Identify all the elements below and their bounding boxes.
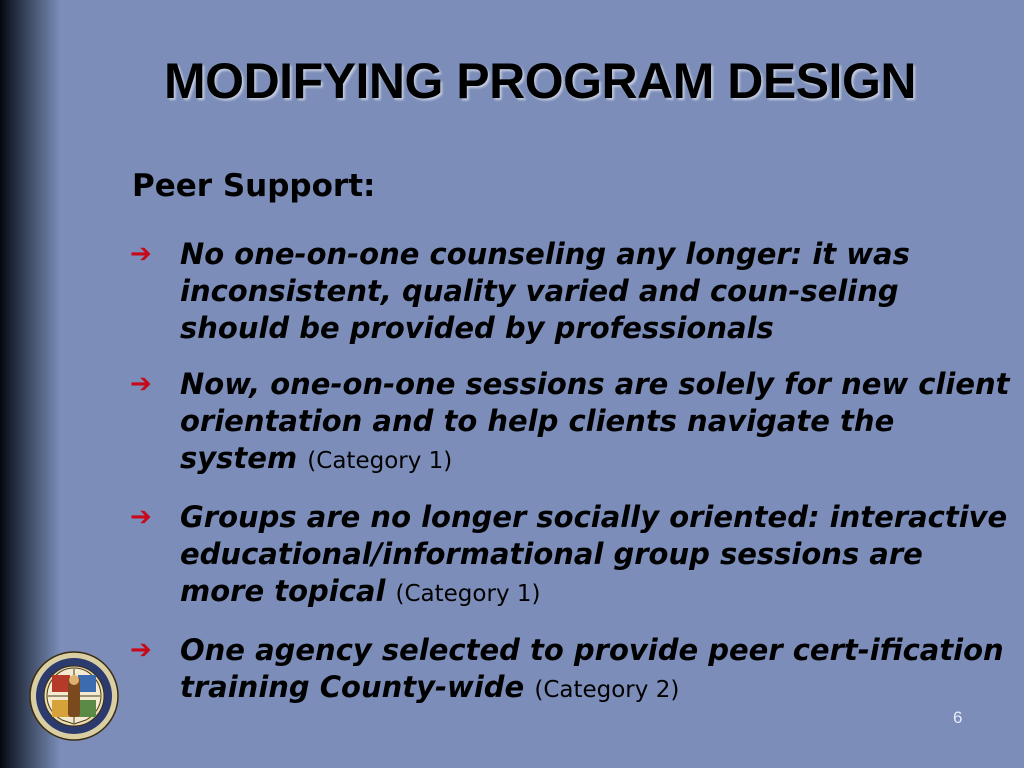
bullet-text-main: One agency selected to provide peer cert-ification training County-wide [180,633,1004,704]
bullet-text-main: No one-on-one counseling any longer: it was inconsistent, quality varied and coun-seling should be provided by professionals [180,237,910,345]
county-seal-icon [29,651,119,741]
bullet-text [180,499,1010,613]
bullet-item [130,366,1010,480]
bullet-text [180,632,1010,709]
bullet-category: (Category 2) [534,677,680,703]
bullet-category: (Category 1) [395,581,541,607]
right-arrow-icon: ➔ [130,635,152,665]
page-number: 6 [953,708,963,727]
bullet-text-main: Now, one-on-one sessions are solely for new client orientation and to help clients navigate the system [180,367,1010,475]
bullet-category: (Category 1) [307,448,453,474]
right-arrow-icon: ➔ [130,502,152,532]
bullet-item [130,499,1010,613]
right-arrow-icon: ➔ [130,239,152,269]
bullet-item [130,236,1010,347]
bullet-text [180,366,1010,480]
bullet-item [130,632,1010,709]
bullet-text-main: Groups are no longer socially oriented: interactive educational/informational group sessions are more topical [180,500,1008,608]
slide-title: MODIFYING PROGRAM DESIGN [164,53,916,109]
bullet-text [180,236,1010,347]
right-arrow-icon: ➔ [130,369,152,399]
slide-subtitle: Peer Support: [132,168,376,204]
bullet-list [130,236,1010,728]
